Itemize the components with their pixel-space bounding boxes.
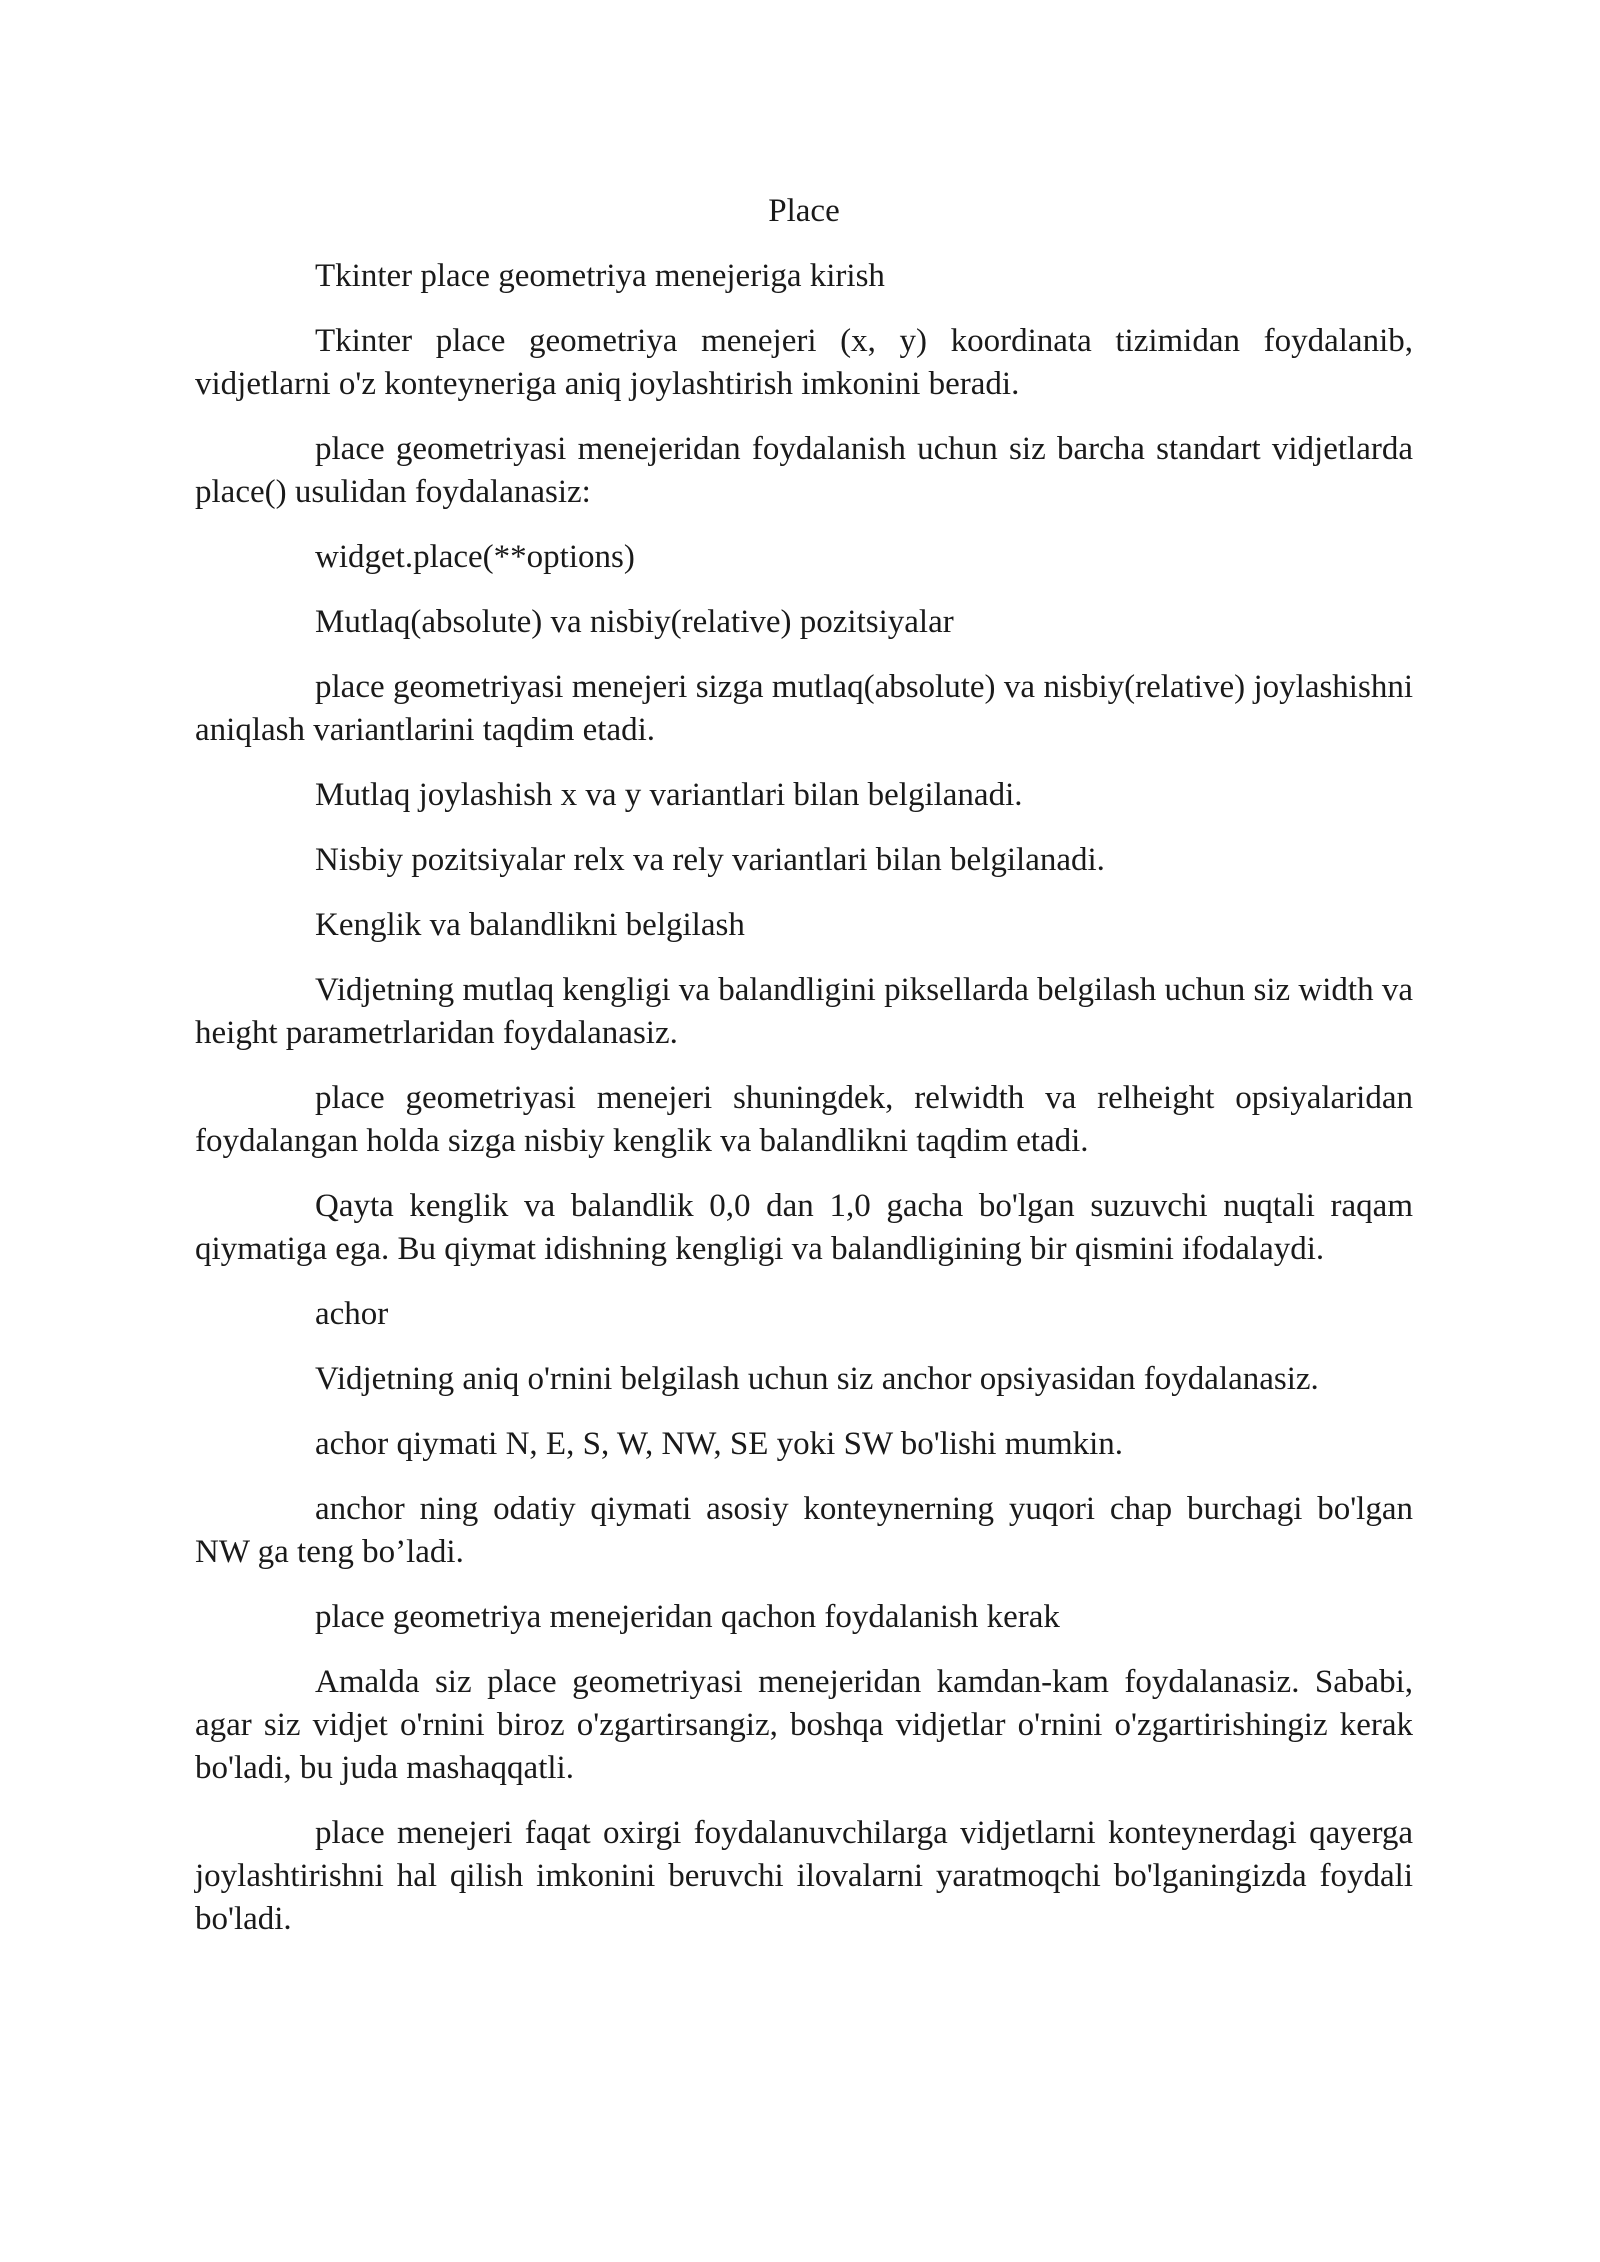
paragraph: place geometriyasi menejeri shuningdek, relwidth va relheight opsiyalaridan foydalangan holda sizga nisbiy kenglik va balandlikni taqdim etadi.: [195, 1080, 1413, 1159]
section-heading-size: Kenglik va balandlikni belgilash: [315, 907, 745, 943]
paragraph: Qayta kenglik va balandlik 0,0 dan 1,0 gacha bo'lgan suzuvchi nuqtali raqam qiymatiga ega. Bu qiymat idishning kengligi va balandligining bir qismini ifodalaydi.: [195, 1188, 1413, 1267]
paragraph: anchor ning odatiy qiymati asosiy konteynerning yuqori chap burchagi bo'lgan NW ga teng bo’ladi.: [195, 1491, 1413, 1570]
paragraph: place geometriyasi menejeri sizga mutlaq(absolute) va nisbiy(relative) joylashishni aniqlash variantlarini taqdim etadi.: [195, 669, 1413, 748]
paragraph: Vidjetning mutlaq kengligi va balandligini piksellarda belgilash uchun siz width va height parametrlaridan foydalanasiz.: [195, 972, 1413, 1051]
section-heading-positions: Mutlaq(absolute) va nisbiy(relative) pozitsiyalar: [315, 604, 954, 640]
section-heading-usage: place geometriya menejeridan qachon foydalanish kerak: [315, 1599, 1060, 1635]
section-heading-anchor: achor: [315, 1296, 389, 1332]
page-title: Place: [768, 193, 840, 229]
paragraph-intro-heading: Tkinter place geometriya menejeriga kirish: [315, 258, 885, 294]
paragraph: Tkinter place geometriya menejeri (x, y) koordinata tizimidan foydalanib, vidjetlarni o'z konteyneriga aniq joylashtirish imkonini beradi.: [195, 323, 1413, 402]
paragraph: Mutlaq joylashish x va y variantlari bilan belgilanadi.: [315, 777, 1023, 813]
code-line: widget.place(**options): [315, 539, 635, 575]
paragraph: Amalda siz place geometriyasi menejeridan kamdan-kam foydalanasiz. Sababi, agar siz vidjet o'rnini biroz o'zgartirsangiz, boshqa vidjetlar o'rnini o'zgartirishingiz kerak bo'ladi, bu juda mashaqqatli.: [195, 1664, 1413, 1786]
paragraph: achor qiymati N, E, S, W, NW, SE yoki SW bo'lishi mumkin.: [315, 1426, 1124, 1462]
document-body: [195, 190, 1413, 1963]
paragraph: place geometriyasi menejeridan foydalanish uchun siz barcha standart vidjetlarda place() usulidan foydalanasiz:: [195, 431, 1413, 510]
paragraph: place menejeri faqat oxirgi foydalanuvchilarga vidjetlarni konteynerdagi qayerga joylashtirishni hal qilish imkonini beruvchi ilovalarni yaratmoqchi bo'lganingizda foydali bo'ladi.: [195, 1815, 1413, 1937]
paragraph: Nisbiy pozitsiyalar relx va rely variantlari bilan belgilanadi.: [315, 842, 1105, 878]
paragraph: Vidjetning aniq o'rnini belgilash uchun siz anchor opsiyasidan foydalanasiz.: [315, 1361, 1319, 1397]
